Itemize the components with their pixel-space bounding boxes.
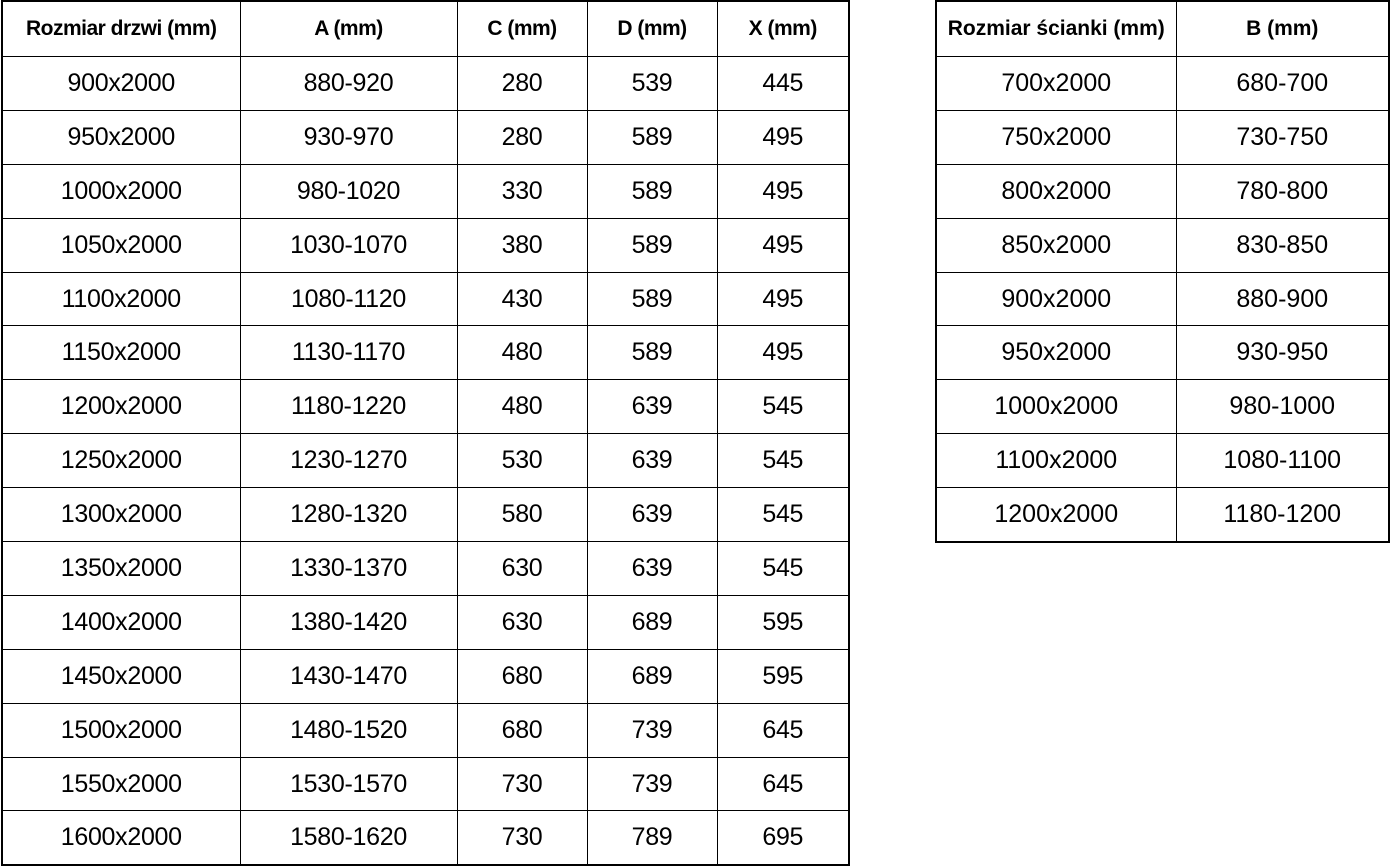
table-cell: 930-950	[1176, 326, 1389, 380]
table-cell: 1330-1370	[240, 542, 457, 596]
table-cell: 645	[717, 757, 849, 811]
table-cell: 1130-1170	[240, 326, 457, 380]
table-cell: 830-850	[1176, 218, 1389, 272]
column-header-x: X (mm)	[717, 1, 849, 57]
table-cell: 445	[717, 57, 849, 111]
table-cell: 789	[587, 811, 717, 865]
header-row	[936, 1, 1389, 57]
table-cell: 689	[587, 595, 717, 649]
column-header-b: B (mm)	[1176, 1, 1389, 57]
table-cell: 1350x2000	[2, 542, 240, 596]
table-cell: 589	[587, 218, 717, 272]
table-row	[936, 272, 1389, 326]
table-cell: 1150x2000	[2, 326, 240, 380]
table-cell: 1200x2000	[936, 488, 1176, 542]
table-cell: 1250x2000	[2, 434, 240, 488]
table-cell: 1230-1270	[240, 434, 457, 488]
table-cell: 1530-1570	[240, 757, 457, 811]
table-cell: 430	[457, 272, 587, 326]
table-cell: 980-1020	[240, 164, 457, 218]
table-cell: 630	[457, 542, 587, 596]
table-cell: 1100x2000	[2, 272, 240, 326]
table-cell: 1480-1520	[240, 703, 457, 757]
table-row	[2, 218, 849, 272]
wall-panel-sizes-table	[935, 0, 1390, 543]
table-cell: 280	[457, 110, 587, 164]
header-row	[2, 1, 849, 57]
table-cell: 330	[457, 164, 587, 218]
table-cell: 930-970	[240, 110, 457, 164]
table-cell: 730	[457, 757, 587, 811]
table-cell: 1280-1320	[240, 488, 457, 542]
table-cell: 495	[717, 164, 849, 218]
table-cell: 1080-1120	[240, 272, 457, 326]
table-cell: 900x2000	[2, 57, 240, 111]
table-cell: 950x2000	[936, 326, 1176, 380]
table-cell: 595	[717, 649, 849, 703]
column-header-wall-size: Rozmiar ścianki (mm)	[936, 1, 1176, 57]
table-row	[2, 326, 849, 380]
table-row	[2, 164, 849, 218]
table-cell: 495	[717, 326, 849, 380]
table-cell: 589	[587, 326, 717, 380]
table-cell: 1380-1420	[240, 595, 457, 649]
table-cell: 1000x2000	[936, 380, 1176, 434]
table-cell: 750x2000	[936, 110, 1176, 164]
table-cell: 589	[587, 164, 717, 218]
table-cell: 589	[587, 272, 717, 326]
table-cell: 680	[457, 703, 587, 757]
table-cell: 700x2000	[936, 57, 1176, 111]
table-cell: 730-750	[1176, 110, 1389, 164]
table-row	[2, 272, 849, 326]
table-row	[936, 326, 1389, 380]
table-row	[2, 434, 849, 488]
column-header-a: A (mm)	[240, 1, 457, 57]
table-cell: 980-1000	[1176, 380, 1389, 434]
table-cell: 495	[717, 110, 849, 164]
table-cell: 800x2000	[936, 164, 1176, 218]
table-cell: 1050x2000	[2, 218, 240, 272]
table-cell: 380	[457, 218, 587, 272]
table-cell: 1180-1220	[240, 380, 457, 434]
table-cell: 545	[717, 434, 849, 488]
table-row	[936, 218, 1389, 272]
table-row	[936, 434, 1389, 488]
table-cell: 880-920	[240, 57, 457, 111]
table-cell: 695	[717, 811, 849, 865]
table-row	[2, 649, 849, 703]
table-row	[2, 757, 849, 811]
table-cell: 639	[587, 542, 717, 596]
table-cell: 739	[587, 703, 717, 757]
table-row	[936, 488, 1389, 542]
table-cell: 1500x2000	[2, 703, 240, 757]
table-cell: 639	[587, 380, 717, 434]
table-row	[936, 380, 1389, 434]
table-cell: 950x2000	[2, 110, 240, 164]
table-cell: 730	[457, 811, 587, 865]
table-cell: 1100x2000	[936, 434, 1176, 488]
table-cell: 1600x2000	[2, 811, 240, 865]
table-cell: 639	[587, 488, 717, 542]
table-cell: 480	[457, 380, 587, 434]
table-cell: 545	[717, 380, 849, 434]
table-cell: 589	[587, 110, 717, 164]
table-row	[2, 703, 849, 757]
table-cell: 1580-1620	[240, 811, 457, 865]
table-row	[2, 542, 849, 596]
table-cell: 1430-1470	[240, 649, 457, 703]
column-header-c: C (mm)	[457, 1, 587, 57]
table-cell: 780-800	[1176, 164, 1389, 218]
table-cell: 280	[457, 57, 587, 111]
table-cell: 639	[587, 434, 717, 488]
table-cell: 1180-1200	[1176, 488, 1389, 542]
table-row	[2, 380, 849, 434]
table-cell: 580	[457, 488, 587, 542]
table-cell: 1030-1070	[240, 218, 457, 272]
table-cell: 689	[587, 649, 717, 703]
table-cell: 495	[717, 272, 849, 326]
table-row	[936, 57, 1389, 111]
table-cell: 1200x2000	[2, 380, 240, 434]
door-sizes-table-body	[2, 57, 849, 866]
table-cell: 595	[717, 595, 849, 649]
table-cell: 630	[457, 595, 587, 649]
table-cell: 900x2000	[936, 272, 1176, 326]
table-row	[2, 811, 849, 865]
table-cell: 1400x2000	[2, 595, 240, 649]
table-cell: 880-900	[1176, 272, 1389, 326]
column-header-door-size: Rozmiar drzwi (mm)	[2, 1, 240, 57]
table-cell: 1550x2000	[2, 757, 240, 811]
table-cell: 545	[717, 542, 849, 596]
table-cell: 495	[717, 218, 849, 272]
table-cell: 1080-1100	[1176, 434, 1389, 488]
door-sizes-table-header	[2, 1, 849, 57]
table-cell: 645	[717, 703, 849, 757]
table-cell: 530	[457, 434, 587, 488]
door-sizes-table	[1, 0, 850, 866]
table-cell: 680-700	[1176, 57, 1389, 111]
table-cell: 539	[587, 57, 717, 111]
column-header-d: D (mm)	[587, 1, 717, 57]
table-row	[2, 488, 849, 542]
table-cell: 1450x2000	[2, 649, 240, 703]
table-row	[2, 595, 849, 649]
table-row	[2, 57, 849, 111]
wall-panel-sizes-table-body	[936, 57, 1389, 543]
table-cell: 480	[457, 326, 587, 380]
table-cell: 850x2000	[936, 218, 1176, 272]
table-cell: 680	[457, 649, 587, 703]
table-cell: 1000x2000	[2, 164, 240, 218]
table-row	[2, 110, 849, 164]
table-cell: 545	[717, 488, 849, 542]
wall-panel-sizes-table-header	[936, 1, 1389, 57]
table-row	[936, 110, 1389, 164]
table-cell: 1300x2000	[2, 488, 240, 542]
table-cell: 739	[587, 757, 717, 811]
table-row	[936, 164, 1389, 218]
